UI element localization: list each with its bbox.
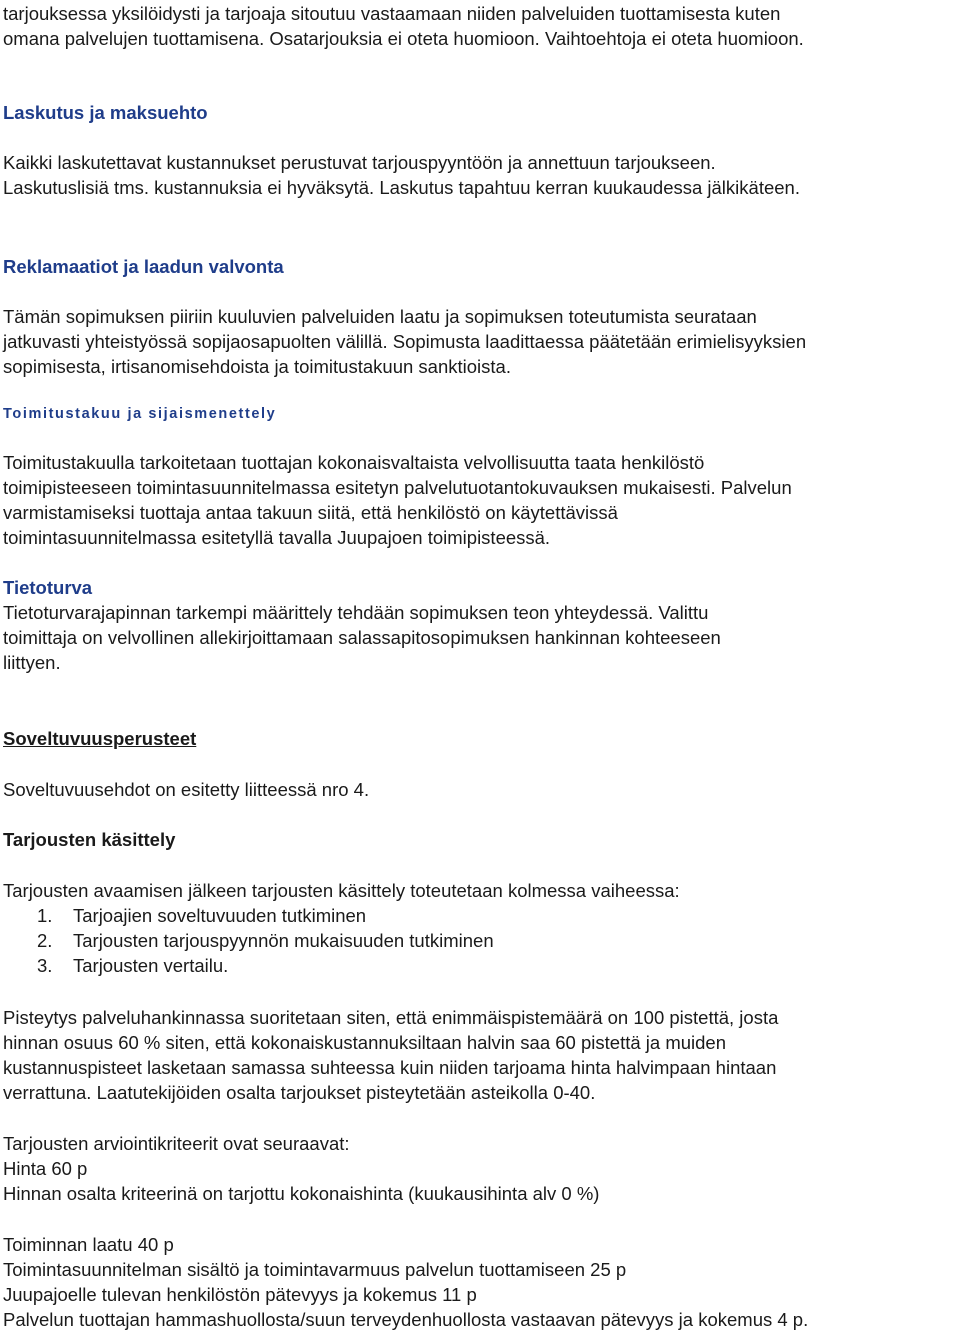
security-heading: Tietoturva: [3, 577, 93, 598]
scoring-line: verrattuna. Laatutekijöiden osalta tarjoukset pisteytetään asteikolla 0-40.: [3, 1082, 596, 1103]
delivery-line: varmistamiseksi tuottaja antaa takuun siitä, että henkilöstö on käytettävissä: [3, 502, 618, 523]
security-line: toimittaja on velvollinen allekirjoittamaan salassapitosopimuksen hankinnan kohteeseen: [3, 627, 721, 648]
list-item-number: 1.: [37, 905, 53, 926]
scoring-line: hinnan osuus 60 % siten, että kokonaiskustannuksiltaan halvin saa 60 pistettä ja muiden: [3, 1032, 726, 1053]
processing-steps-list: [3, 903, 903, 978]
complaints-line: sopimisesta, irtisanomisehdoista ja toimitustakuun sanktioista.: [3, 356, 511, 377]
processing-intro: Tarjousten avaamisen jälkeen tarjousten käsittely toteutetaan kolmessa vaiheessa:: [3, 880, 680, 901]
complaints-heading: Reklamaatiot ja laadun valvonta: [3, 256, 284, 277]
criteria-quality: Toiminnan laatu 40 p: [3, 1234, 174, 1255]
criteria-quality-item: Juupajoelle tulevan henkilöstön pätevyys ja kokemus 11 p: [3, 1284, 477, 1305]
delivery-heading: Toimitustakuu ja sijaismenettely: [3, 406, 277, 422]
list-item-text: Tarjoajien soveltuvuuden tutkiminen: [73, 905, 367, 926]
scoring-line: Pisteytys palveluhankinnassa suoritetaan siten, että enimmäispistemäärä on 100 pistettä, josta: [3, 1007, 779, 1028]
suitability-line: Soveltuvuusehdot on esitetty liitteessä nro 4.: [3, 779, 370, 800]
intro-line: omana palvelujen tuottamisena. Osatarjouksia ei oteta huomioon. Vaihtoehtoja ei oteta huomioon.: [3, 28, 804, 49]
billing-line: Laskutuslisiä tms. kustannuksia ei hyväksytä. Laskutus tapahtuu kerran kuukaudessa jälkikäteen.: [3, 177, 800, 198]
criteria-intro: Tarjousten arviointikriteerit ovat seuraavat:: [3, 1133, 350, 1154]
intro-line: tarjouksessa yksilöidysti ja tarjoaja sitoutuu vastaamaan niiden palveluiden tuottamisesta kuten: [3, 3, 781, 24]
list-item-text: Tarjousten tarjouspyynnön mukaisuuden tutkiminen: [73, 930, 494, 951]
processing-heading: Tarjousten käsittely: [3, 829, 176, 850]
criteria-price: Hinta 60 p: [3, 1158, 88, 1179]
billing-heading: Laskutus ja maksuehto: [3, 102, 208, 123]
billing-line: Kaikki laskutettavat kustannukset perustuvat tarjouspyyntöön ja annettuun tarjoukseen.: [3, 152, 716, 173]
delivery-line: toimipisteeseen toimintasuunnitelmassa esitetyn palvelutuotantokuvauksen mukaisesti. Palvelun: [3, 477, 792, 498]
security-line: Tietoturvarajapinnan tarkempi määrittely tehdään sopimuksen teon yhteydessä. Valittu: [3, 602, 709, 623]
list-item-number: 3.: [37, 955, 53, 976]
criteria-quality-item: Toimintasuunnitelman sisältö ja toimintavarmuus palvelun tuottamiseen 25 p: [3, 1259, 627, 1280]
complaints-line: Tämän sopimuksen piiriin kuuluvien palveluiden laatu ja sopimuksen toteutumista seurataan: [3, 306, 757, 327]
scoring-line: kustannuspisteet lasketaan samassa suhteessa kuin niiden tarjoama hinta halvimpaan hintaan: [3, 1057, 777, 1078]
criteria-quality-item: Palvelun tuottajan hammashuollosta/suun terveydenhuollosta vastaavan pätevyys ja kokemus 4 p.: [3, 1309, 809, 1330]
delivery-line: Toimitustakuulla tarkoitetaan tuottajan kokonaisvaltaista velvollisuutta taata henkilöstö: [3, 452, 705, 473]
criteria-price-detail: Hinnan osalta kriteerinä on tarjottu kokonaishinta (kuukausihinta alv 0 %): [3, 1183, 600, 1204]
list-item-number: 2.: [37, 930, 53, 951]
delivery-line: toimintasuunnitelmassa esitetyllä tavalla Juupajoen toimipisteessä.: [3, 527, 551, 548]
complaints-line: jatkuvasti yhteistyössä sopijaosapuolten välillä. Sopimusta laadittaessa päätetään erimielisyyksien: [3, 331, 807, 352]
security-line: liittyen.: [3, 652, 61, 673]
list-item-text: Tarjousten vertailu.: [73, 955, 229, 976]
suitability-heading: Soveltuvuusperusteet: [3, 728, 197, 749]
